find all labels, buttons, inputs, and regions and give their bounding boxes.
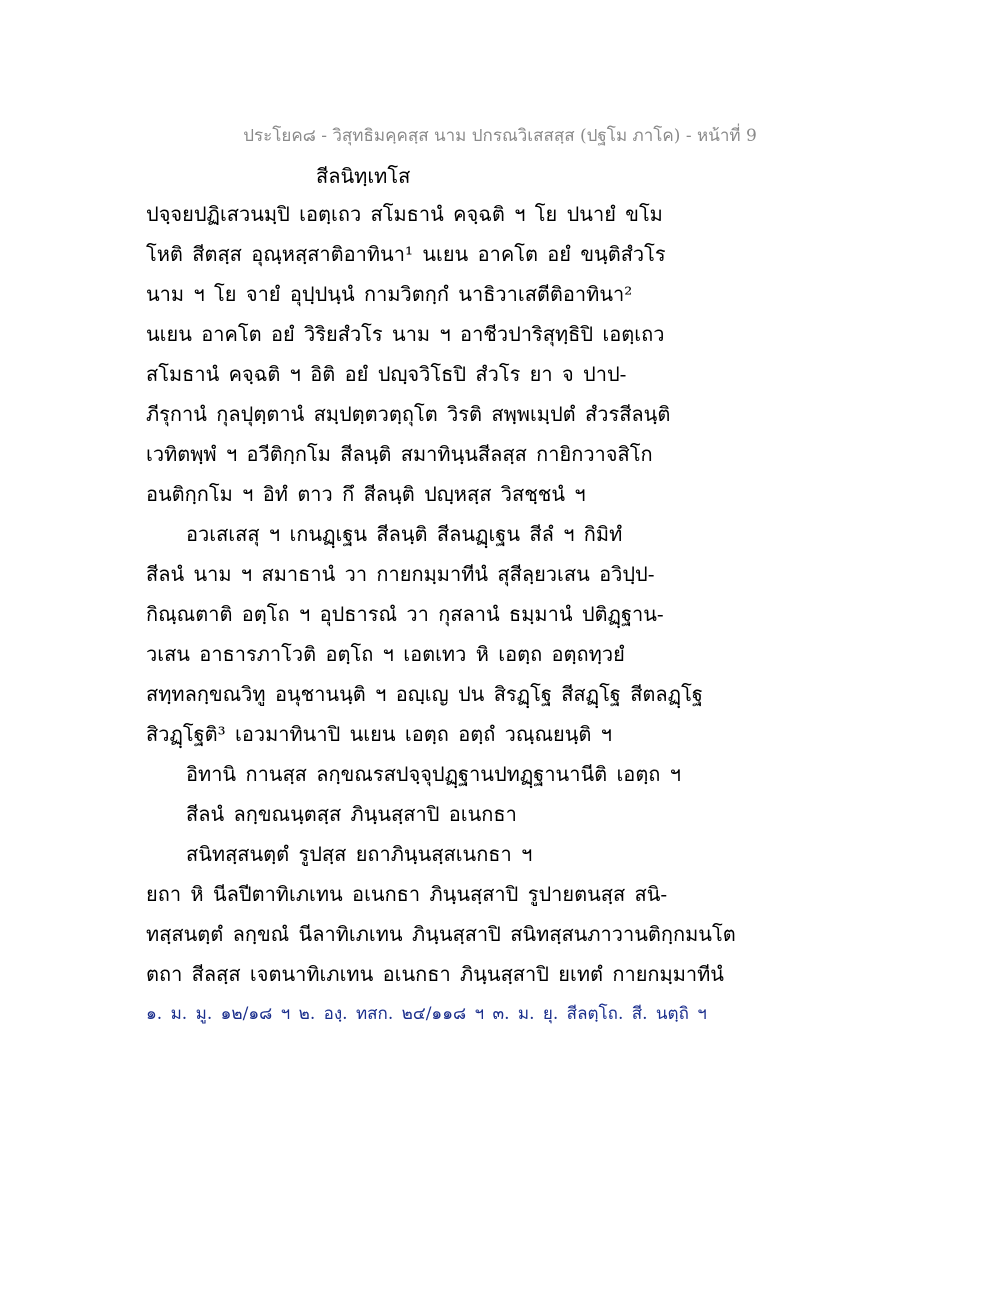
text-line: ยถา หิ นีลปีตาทิเภเทน อเนกธา ภินฺนสฺสาปิ รูปายตนสฺส สนิ- bbox=[146, 882, 668, 906]
text-line: ตถา สีลสฺส เจตนาทิเภเทน อเนกธา ภินฺนสฺสาปิ ยเทตํ กายกมฺมาทีนํ bbox=[146, 962, 724, 986]
text-line: วเสน อาธารภาโวติ อตฺโถ ฯ เอตเทว หิ เอตฺถ อตฺถทฺวยํ bbox=[146, 642, 625, 666]
text-line: สทฺทลกฺขณวิทู อนุชานนฺติ ฯ อญฺเญ ปน สิรฏฺโฐ สีสฏฺโฐ สีตลฏฺโฐ bbox=[146, 682, 703, 706]
text-line: สโมธานํ คจฺฉติ ฯ อิติ อยํ ปญฺจวิโธปิ สํวโร ยา จ ปาป- bbox=[146, 362, 627, 386]
page-header: ประโยค๘ - วิสุทธิมคฺคสฺส นาม ปกรณวิเสสสฺส (ปฐโม ภาโค) - หน้าที่ 9 bbox=[243, 126, 757, 146]
text-line: นาม ฯ โย จายํ อุปฺปนฺนํ กามวิตกฺกํ นาธิวาเสตีติอาทินา² bbox=[146, 282, 633, 306]
text-line: สีลนํ นาม ฯ สมาธานํ วา กายกมฺมาทีนํ สุสีลฺยวเสน อวิปฺป- bbox=[146, 562, 655, 586]
text-line: อิทานิ กานสฺส ลกฺขณรสปจฺจุปฏฺฐานปทฏฺฐานานีติ เอตฺถ ฯ bbox=[186, 762, 681, 786]
text-line: กิณฺณตาติ อตฺโถ ฯ อุปธารณํ วา กุสลานํ ธมฺมานํ ปติฏฺฐาน- bbox=[146, 602, 664, 626]
text-line: อวเสเสสุ ฯ เกนฏฺเฐน สีลนฺติ สีลนฏฺเฐน สีลํ ฯ กิมิทํ bbox=[186, 522, 623, 546]
text-line: สิวฏฺโฐติ³ เอวมาทินาปิ นเยน เอตฺถ อตฺถํ วณฺณยนฺติ ฯ bbox=[146, 722, 612, 746]
text-line: นเยน อาคโต อยํ วิริยสํวโร นาม ฯ อาชีวปาริสุทฺธิปิ เอตฺเถว bbox=[146, 322, 665, 346]
section-title: สีลนิทฺเทโส bbox=[316, 164, 411, 188]
text-line: ทสฺสนตฺตํ ลกฺขณํ นีลาทิเภเทน ภินฺนสฺสาปิ สนิทสฺสนภาวานติกฺกมนโต bbox=[146, 922, 736, 946]
text-line: ปจฺจยปฏิเสวนมฺปิ เอตฺเถว สโมธานํ คจฺฉติ ฯ โย ปนายํ ขโม bbox=[146, 202, 663, 226]
text-line: โหติ สีตสฺส อุณฺหสฺสาติอาทินา¹ นเยน อาคโต อยํ ขนฺติสํวโร bbox=[146, 242, 666, 266]
body-text bbox=[146, 194, 866, 1034]
footnote: ๑. ม. มู. ๑๒/๑๘ ฯ ๒. องฺ. ทสก. ๒๔/๑๑๘ ฯ ๓. ม. ยุ. สีลตฺโถ. สี. นตฺถิ ฯ bbox=[146, 1004, 707, 1024]
text-line: ภีรุกานํ กุลปุตฺตานํ สมฺปตฺตวตฺถุโต วิรติ สพฺพเมฺปตํ สํวรสีลนฺติ bbox=[146, 402, 671, 426]
verse-line: สีลนํ ลกฺขณนฺตสฺส ภินฺนสฺสาปิ อเนกธา bbox=[186, 802, 517, 826]
text-line: อนติกฺกโม ฯ อิทํ ตาว กึ สีลนฺติ ปญฺหสฺส วิสชฺชนํ ฯ bbox=[146, 482, 586, 506]
verse-line: สนิทสฺสนตฺตํ รูปสฺส ยถาภินฺนสฺสเนกธา ฯ bbox=[186, 842, 533, 866]
text-line: เวทิตพฺพํ ฯ อวีติกฺกโม สีลนฺติ สมาทินฺนสีลสฺส กายิกวาจสิโก bbox=[146, 442, 653, 466]
